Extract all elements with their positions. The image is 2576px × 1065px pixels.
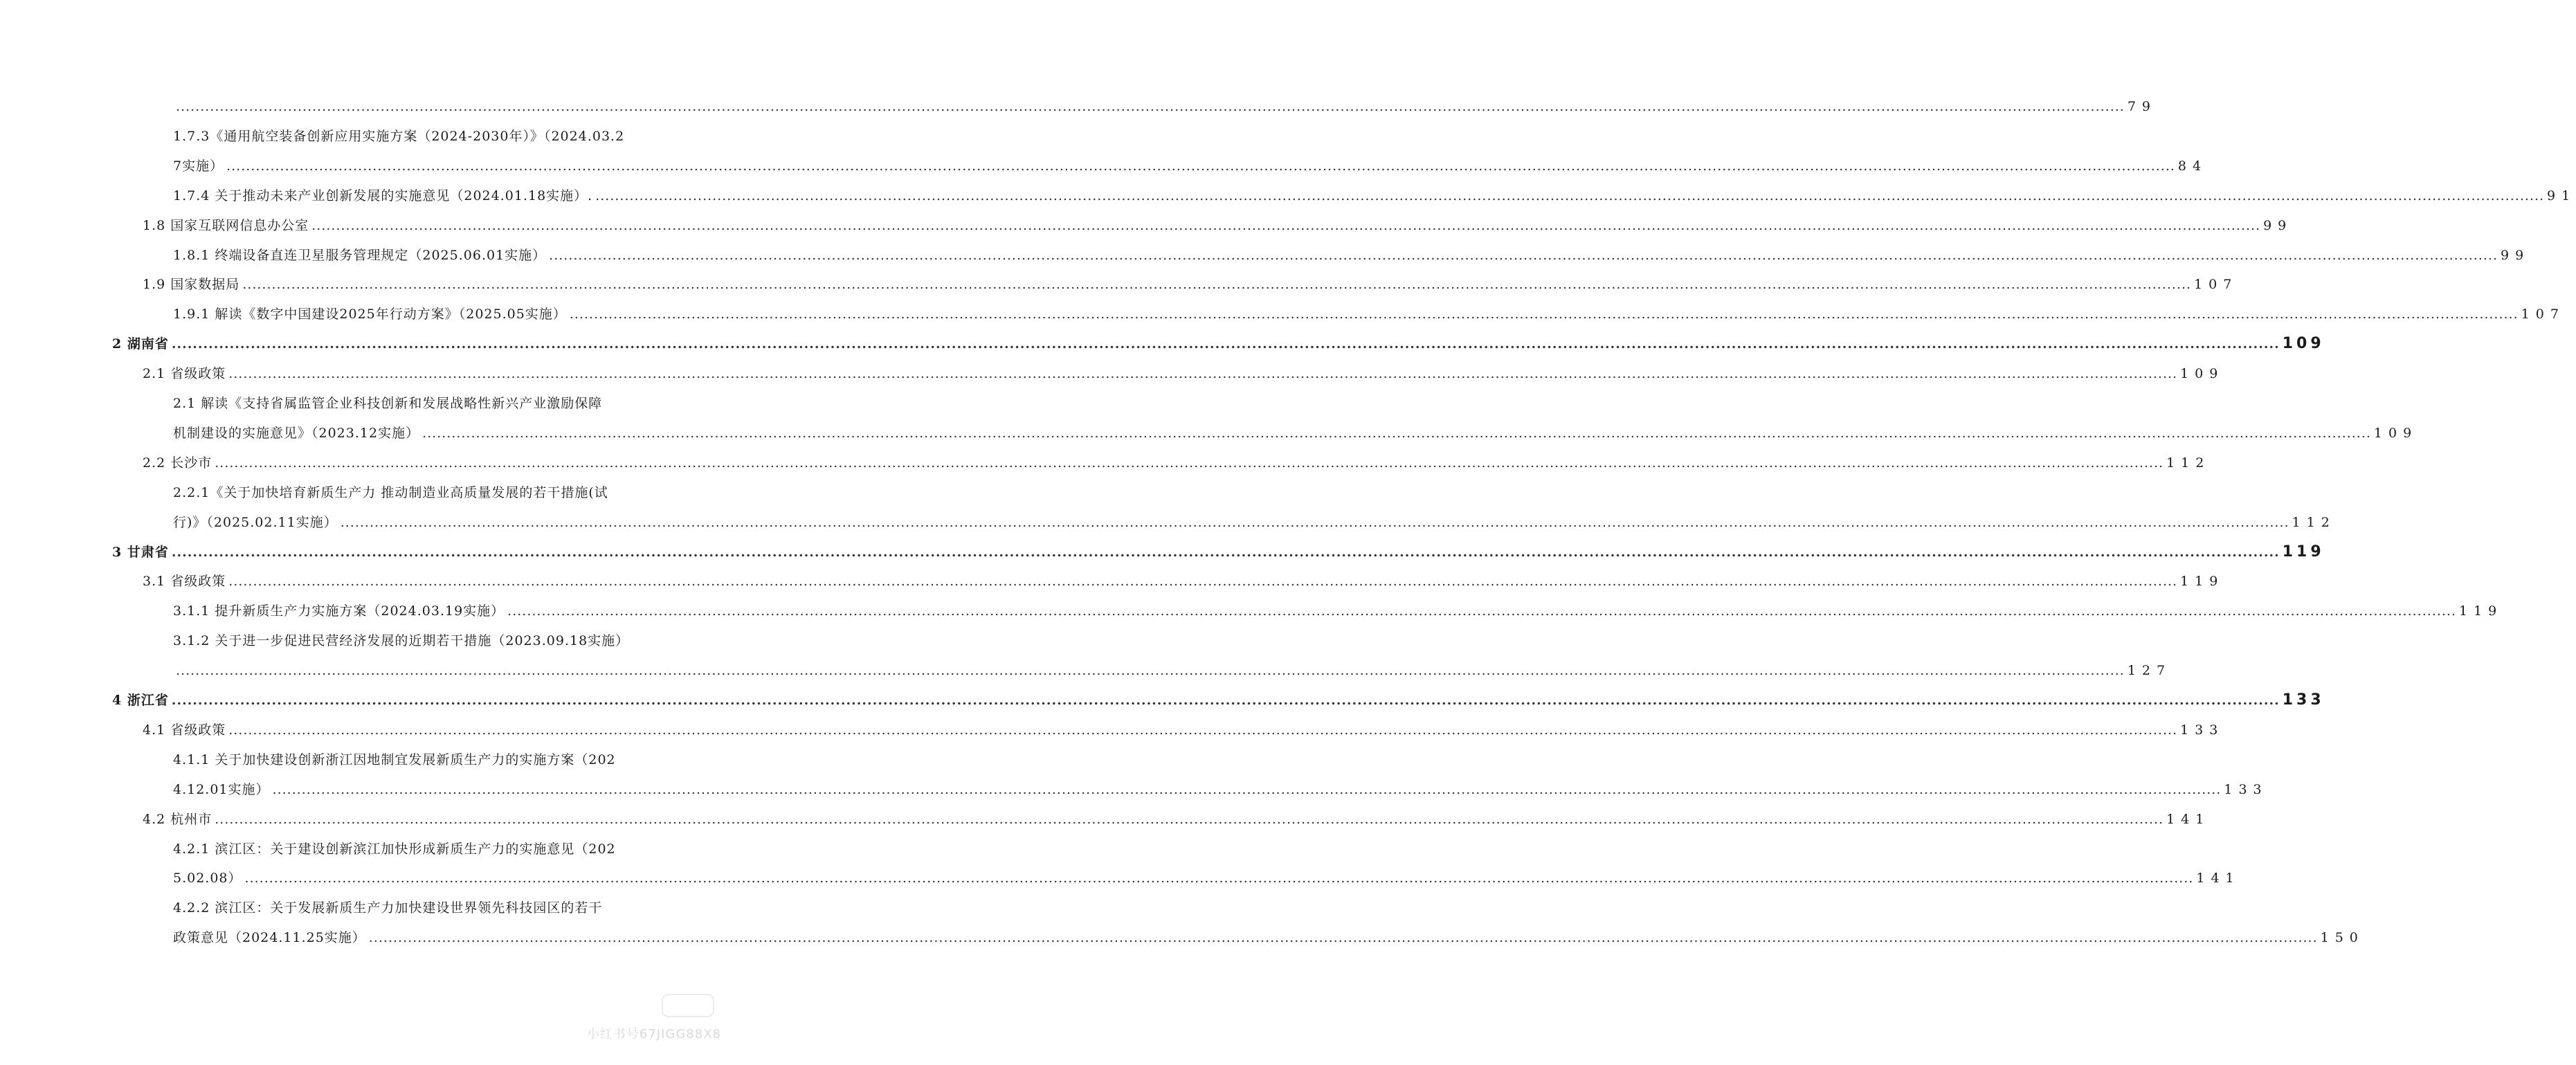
toc-entry[interactable]: [173, 929, 2364, 946]
toc-page-number: 109: [2373, 425, 2418, 441]
toc-entry-title: 机制建设的实施意见》（2023.12实施）: [173, 425, 420, 441]
dot-leader: ................................................................................................................................................................................................................................................................................................................................................................................................................: [549, 247, 2498, 263]
toc-entry[interactable]: [112, 691, 2325, 709]
toc-page-number: 150: [2320, 930, 2364, 946]
toc-entry[interactable]: [173, 752, 637, 768]
toc-page-number: 84: [2177, 158, 2208, 174]
toc-page-number: 141: [2196, 871, 2240, 886]
watermark-id: 小红书号67JIGG88X8: [586, 1027, 721, 1041]
dot-leader: ................................................................................................................................................................................................................................................................................................................................................................................................................: [244, 871, 2194, 886]
toc-page-number: 141: [2166, 811, 2211, 827]
watermark-logo-icon: [662, 994, 714, 1017]
toc-entry-title: 政策意见（2024.11.25实施）: [173, 930, 366, 946]
toc-entry-title: 4.1 省级政策: [143, 722, 226, 738]
dot-leader: ................................................................................................................................................................................................................................................................................................................................................................................................................: [228, 366, 2178, 382]
toc-entry-title: 2.2 长沙市: [143, 455, 212, 471]
toc-entry-title: 2.1 省级政策: [143, 366, 226, 382]
dot-leader: ................................................................................................................................................................................................................................................................................................................................................................................................................: [171, 544, 2280, 560]
toc-entry[interactable]: [173, 632, 637, 649]
toc-entry-title: 4.12.01实施）: [173, 781, 270, 797]
toc-entry[interactable]: [143, 811, 2211, 828]
toc-entry-title: 5.02.08）: [173, 871, 242, 886]
toc-entry-title: 4.2.2 滨江区：关于发展新质生产力加快建设世界领先科技园区的若干: [173, 900, 603, 916]
toc-entry[interactable]: [173, 395, 637, 412]
toc-entry[interactable]: [173, 425, 2418, 442]
toc-entry[interactable]: [173, 128, 637, 145]
toc-entry-title: 4.1.1 关于加快建设创新浙江因地制宜发展新质生产力的实施方案（202: [173, 752, 616, 767]
toc-entry-title: 1.8 国家互联网信息办公室: [143, 217, 309, 233]
dot-leader: ................................................................................................................................................................................................................................................................................................................................................................................................................: [226, 158, 2175, 174]
toc-entry[interactable]: [173, 98, 2157, 115]
toc-entry[interactable]: [143, 217, 2293, 234]
toc-entry[interactable]: [112, 335, 2325, 353]
dot-leader: ................................................................................................................................................................................................................................................................................................................................................................................................................: [595, 188, 2545, 203]
toc-entry-title: 4.2.1 滨江区：关于建设创新滨江加快形成新质生产力的实施意见（202: [173, 841, 616, 857]
dot-leader: ................................................................................................................................................................................................................................................................................................................................................................................................................: [242, 277, 2192, 293]
dot-leader: ................................................................................................................................................................................................................................................................................................................................................................................................................: [507, 603, 2456, 619]
toc-entry[interactable]: [173, 158, 2208, 174]
toc-page-number: 119: [2459, 603, 2503, 619]
toc-entry[interactable]: [173, 870, 2240, 886]
toc-entry[interactable]: [173, 188, 2576, 204]
toc-page-number: 119: [2180, 574, 2224, 590]
toc-entry[interactable]: [143, 276, 2238, 293]
toc-entry-title: 行)》（2025.02.11实施）: [173, 514, 338, 530]
dot-leader: ................................................................................................................................................................................................................................................................................................................................................................................................................: [272, 781, 2222, 797]
dot-leader: ................................................................................................................................................................................................................................................................................................................................................................................................................: [228, 722, 2178, 738]
toc-entry[interactable]: [173, 900, 637, 916]
toc-page-number: 107: [2194, 277, 2238, 293]
toc-entry[interactable]: [173, 662, 2172, 679]
toc-entry[interactable]: [143, 365, 2224, 382]
dot-leader: ................................................................................................................................................................................................................................................................................................................................................................................................................: [569, 307, 2519, 322]
toc-page-number: 119: [2282, 543, 2325, 561]
toc-page-number: 109: [2180, 366, 2224, 382]
toc-page-number: 109: [2282, 335, 2325, 353]
toc-entry-title: 1.9 国家数据局: [143, 277, 240, 293]
toc-entry[interactable]: [173, 841, 637, 857]
toc-entry[interactable]: [112, 543, 2325, 561]
toc-page-number: 112: [2292, 514, 2336, 530]
toc-entry[interactable]: [173, 514, 2336, 531]
toc-entry[interactable]: [143, 573, 2224, 590]
dot-leader: ................................................................................................................................................................................................................................................................................................................................................................................................................: [215, 455, 2164, 471]
toc-entry-title: 1.8.1 终端设备直连卫星服务管理规定（2025.06.01实施）: [173, 247, 547, 263]
toc-page-number: 99: [2263, 217, 2293, 233]
dot-leader: ................................................................................................................................................................................................................................................................................................................................................................................................................: [340, 514, 2289, 530]
toc-page-number: 107: [2521, 307, 2565, 322]
dot-leader: ................................................................................................................................................................................................................................................................................................................................................................................................................: [228, 574, 2178, 590]
toc-page-number: 133: [2282, 691, 2325, 709]
toc-entry-title: 4.2 杭州市: [143, 811, 212, 827]
dot-leader: ................................................................................................................................................................................................................................................................................................................................................................................................................: [368, 930, 2318, 946]
dot-leader: ................................................................................................................................................................................................................................................................................................................................................................................................................: [422, 425, 2371, 441]
dot-leader: ................................................................................................................................................................................................................................................................................................................................................................................................................: [176, 99, 2125, 114]
toc-entry-title: 1.7.3《通用航空装备创新应用实施方案（2024-2030年）》（2024.03.2: [173, 128, 625, 144]
toc-entry[interactable]: [173, 484, 637, 501]
toc-page-number: 112: [2166, 455, 2211, 471]
toc-page-number: 91: [2547, 188, 2576, 203]
toc-entry[interactable]: [143, 455, 2211, 471]
toc-page-number: 79: [2127, 99, 2157, 114]
toc-entry-title: 4 浙江省: [112, 693, 169, 708]
dot-leader: ................................................................................................................................................................................................................................................................................................................................................................................................................: [171, 336, 2280, 352]
toc-entry[interactable]: [173, 603, 2503, 619]
toc-entry-title: 2 湖南省: [112, 336, 169, 352]
toc-entry[interactable]: [173, 306, 2565, 322]
toc-entry-title: 7实施）: [173, 158, 224, 174]
toc-entry-title: 1.9.1 解读《数字中国建设2025年行动方案》（2025.05实施）: [173, 307, 567, 322]
toc-entry-title: 3.1 省级政策: [143, 574, 226, 590]
toc-entry[interactable]: [173, 781, 2268, 798]
toc-entry-title: 1.7.4 关于推动未来产业创新发展的实施意见（2024.01.18实施）.: [173, 188, 593, 203]
toc-page-number: 133: [2224, 781, 2268, 797]
toc-entry-title: 3.1.2 关于进一步促进民营经济发展的近期若干措施（2023.09.18实施）: [173, 633, 630, 649]
toc-entry-title: 3 甘肃省: [112, 544, 169, 560]
toc-entry[interactable]: [143, 722, 2224, 738]
dot-leader: ................................................................................................................................................................................................................................................................................................................................................................................................................: [171, 693, 2280, 708]
dot-leader: ................................................................................................................................................................................................................................................................................................................................................................................................................: [176, 663, 2125, 679]
toc-page-number: 127: [2127, 663, 2172, 679]
toc-entry-title: 2.1 解读《支持省属监管企业科技创新和发展战略性新兴产业激励保障: [173, 396, 603, 411]
toc-page-number: 99: [2501, 247, 2530, 263]
dot-leader: ................................................................................................................................................................................................................................................................................................................................................................................................................: [215, 811, 2164, 827]
toc-entry-title: 2.2.1《关于加快培育新质生产力 推动制造业高质量发展的若干措施(试: [173, 484, 608, 500]
dot-leader: ................................................................................................................................................................................................................................................................................................................................................................................................................: [311, 217, 2261, 233]
toc-entry-title: 3.1.1 提升新质生产力实施方案（2024.03.19实施）: [173, 603, 505, 619]
toc-page-number: 133: [2180, 722, 2224, 738]
toc-entry[interactable]: [173, 247, 2530, 264]
